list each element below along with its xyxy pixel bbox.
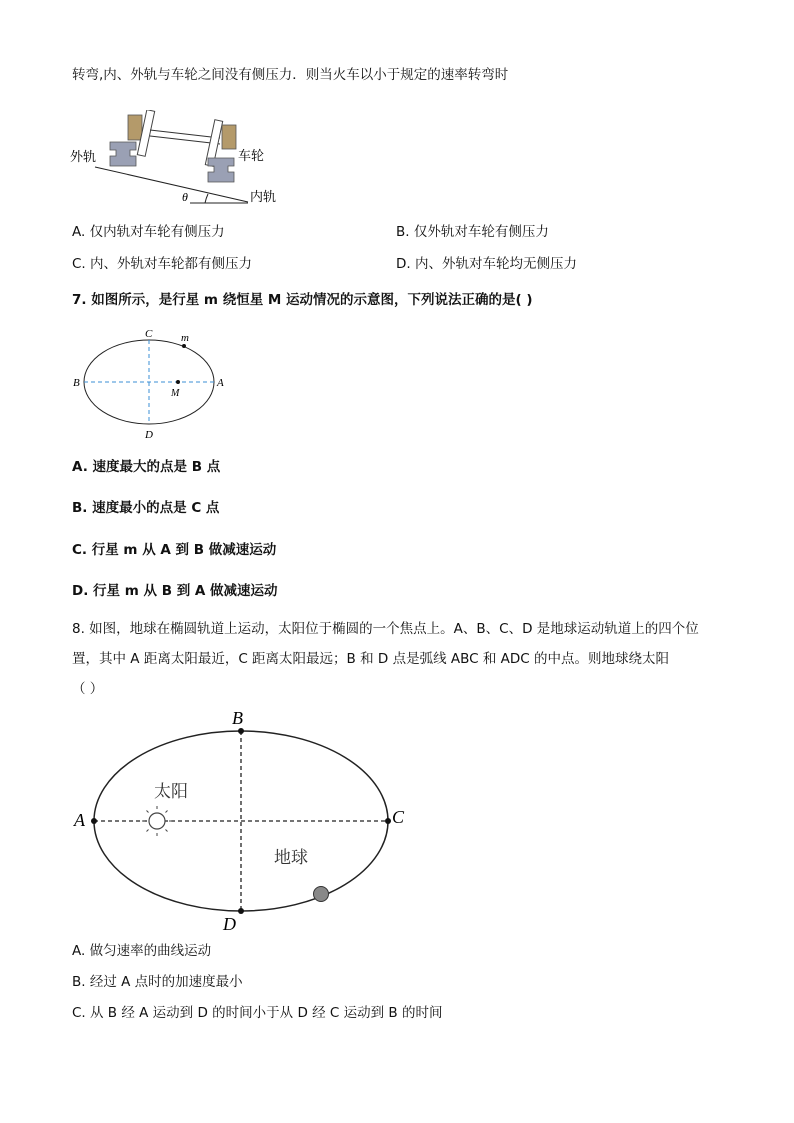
q8-option-b: B. 经过 A 点时的加速度最小 xyxy=(72,974,243,990)
q6-option-b: B. 仅外轨对车轮有侧压力 xyxy=(396,224,549,240)
q8-stem-line3: （ ） xyxy=(72,681,104,697)
outer-rail-label: 外轨 xyxy=(70,150,97,165)
earth-icon xyxy=(314,887,329,902)
q8-stem-line1: 8. 如图，地球在椭圆轨道上运动，太阳位于椭圆的一个焦点上。A、B、C、D 是地球运动轨道上的四个位 xyxy=(72,621,699,637)
q6-option-c: C. 内、外轨对车轮都有侧压力 xyxy=(72,256,253,272)
q8-stem-line2: 置，其中 A 距离太阳最近，C 距离太阳最远；B 和 D 点是弧线 ABC 和 ADC 的中点。则地球绕太阳 xyxy=(72,651,669,667)
q8-label-c: C xyxy=(392,807,405,827)
q7-option-d: D. 行星 m 从 B 到 A 做减速运动 xyxy=(72,583,278,599)
earth-label: 地球 xyxy=(274,848,308,868)
q7-label-star: M xyxy=(171,388,180,399)
q8-orbit-figure xyxy=(68,705,418,935)
q7-option-a: A. 速度最大的点是 B 点 xyxy=(72,459,221,475)
q7-label-m: m xyxy=(181,332,189,344)
q6-option-a: A. 仅内轨对车轮有侧压力 xyxy=(72,224,225,240)
wheel-label: 车轮 xyxy=(238,149,265,164)
sun-label: 太阳 xyxy=(154,782,188,802)
q8-option-c: C. 从 B 经 A 运动到 D 的时间小于从 D 经 C 运动到 B 的时间 xyxy=(72,1005,443,1021)
q7-label-d: D xyxy=(145,429,153,441)
q8-label-a: A xyxy=(74,810,85,830)
q8-label-b: B xyxy=(232,708,243,728)
q7-label-a: A xyxy=(217,377,224,389)
q8-label-d: D xyxy=(223,914,236,934)
q7-option-b: B. 速度最小的点是 C 点 xyxy=(72,500,220,516)
q8-option-a: A. 做匀速率的曲线运动 xyxy=(72,943,212,959)
q7-option-c: C. 行星 m 从 A 到 B 做减速运动 xyxy=(72,542,277,558)
inner-rail-label: 内轨 xyxy=(250,190,277,205)
q7-orbit-figure xyxy=(68,325,238,443)
intro-line: 转弯,内、外轨与车轮之间没有侧压力．则当火车以小于规定的速率转弯时 xyxy=(72,67,509,83)
rail-figure xyxy=(70,110,290,210)
q6-option-d: D. 内、外轨对车轮均无侧压力 xyxy=(396,256,577,272)
q7-stem: 7. 如图所示，是行星 m 绕恒星 M 运动情况的示意图，下列说法正确的是( ) xyxy=(72,292,533,308)
angle-label: θ xyxy=(182,190,188,204)
q7-label-b: B xyxy=(73,377,80,389)
q7-label-c: C xyxy=(145,328,153,340)
